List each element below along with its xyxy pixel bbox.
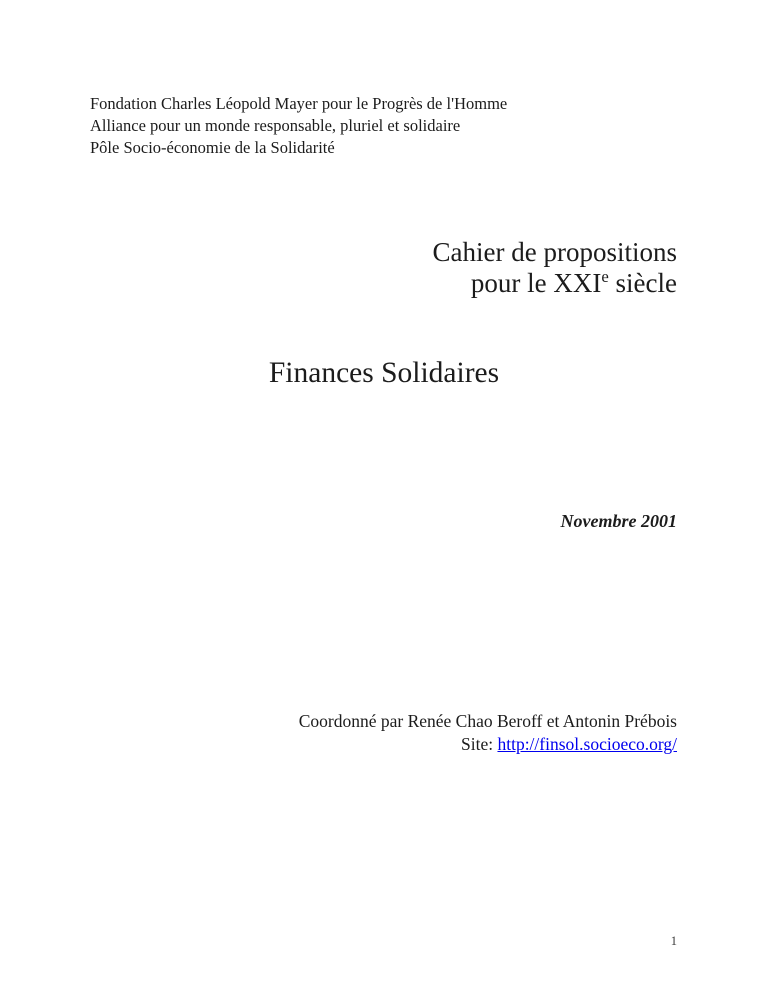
subtitle-line-1: Cahier de propositions <box>432 237 677 267</box>
publication-date: Novembre 2001 <box>560 511 677 531</box>
document-title: Finances Solidaires <box>268 357 500 389</box>
letterhead <box>90 93 507 159</box>
subtitle-line-2 <box>433 268 677 299</box>
subtitle-line2-tail: siècle <box>608 267 677 298</box>
site-link[interactable]: http://finsol.socioeco.org/ <box>497 733 677 754</box>
subtitle-superscript: e <box>601 266 609 286</box>
letterhead-line-1: Fondation Charles Léopold Mayer pour le Progrès de l'Homme <box>90 94 508 113</box>
series-subtitle <box>433 237 677 298</box>
site-label: Site: <box>461 733 498 754</box>
site-line <box>299 733 677 756</box>
credits-block <box>299 710 677 755</box>
letterhead-line-2: Alliance pour un monde responsable, pluriel et solidaire <box>90 116 461 135</box>
page-number: 1 <box>670 934 677 948</box>
subtitle-line2-text: pour le XXI <box>470 267 602 298</box>
coordinators-line: Coordonné par Renée Chao Beroff et Antonin Prébois <box>298 711 677 731</box>
letterhead-line-3: Pôle Socio-économie de la Solidarité <box>90 138 335 157</box>
